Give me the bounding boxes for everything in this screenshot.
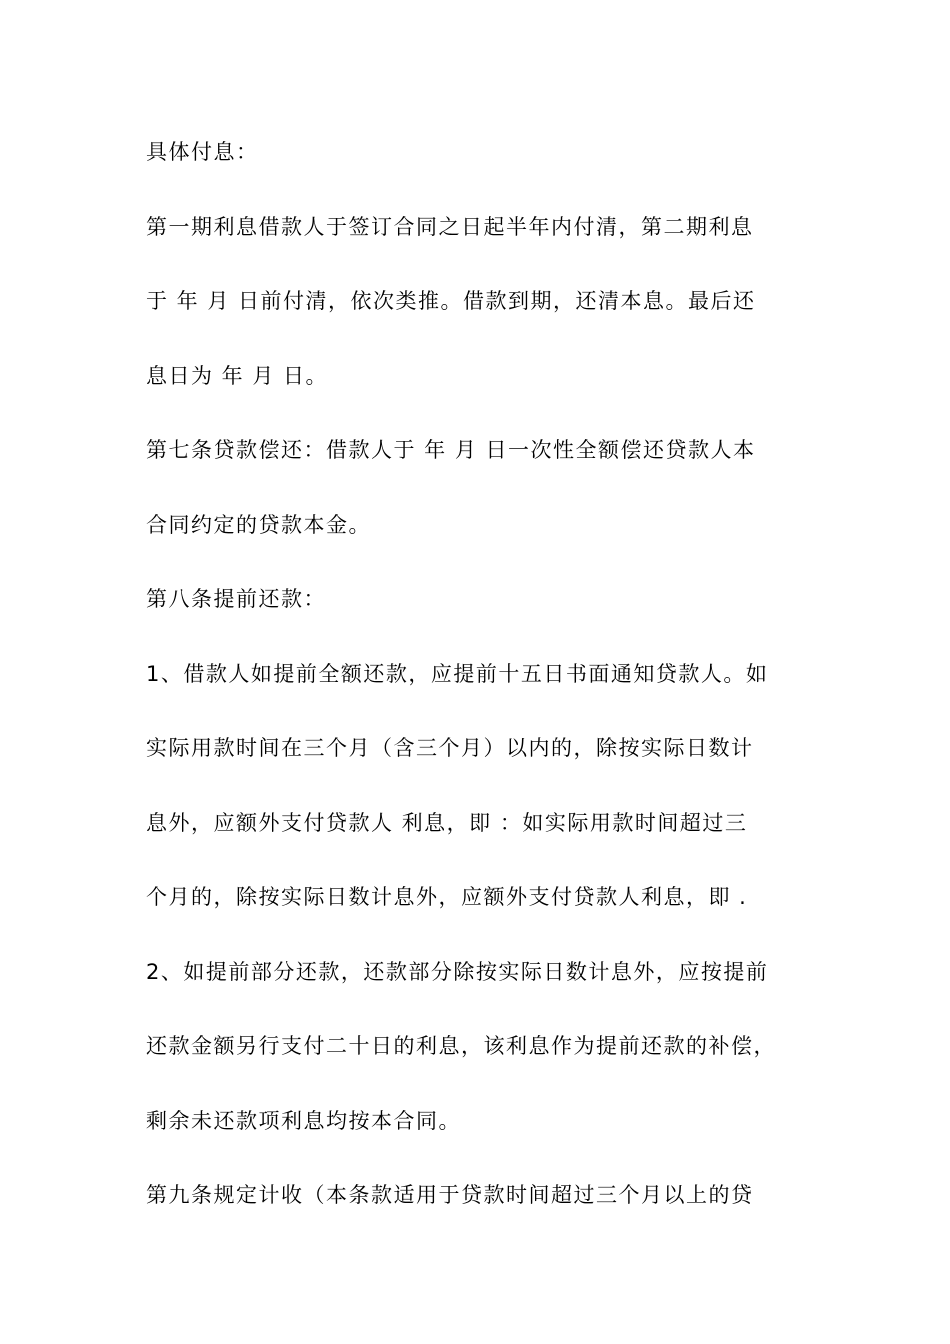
- text-line: 第七条贷款偿还：借款人于 年 月 日一次性全额偿还贷款人本: [146, 438, 756, 462]
- text-line: 剩余未还款项利息均按本合同。: [146, 1108, 461, 1133]
- text-line: 于 年 月 日前付清，依次类推。借款到期，还清本息。最后还: [146, 289, 756, 313]
- text-line: 还款金额另行支付二十日的利息，该利息作为提前还款的补偿，: [146, 1034, 776, 1058]
- text-line: 第九条规定计收（本条款适用于贷款时间超过三个月以上的贷: [146, 1183, 754, 1207]
- text-line: 第八条提前还款：: [146, 587, 326, 611]
- text-line: 合同约定的贷款本金。: [146, 512, 371, 537]
- text-line: 具体付息：: [146, 140, 259, 164]
- contract-text: [146, 130, 826, 1248]
- text-line: 2、如提前部分还款，还款部分除按实际日数计息外，应按提前: [146, 959, 769, 984]
- text-line: 个月的，除按实际日数计息外，应额外支付贷款人利息，即 .: [146, 885, 748, 909]
- text-line: 实际用款时间在三个月（含三个月）以内的，除按实际日数计: [146, 736, 754, 760]
- text-line: 息日为 年 月 日。: [146, 363, 329, 388]
- text-line: 息外，应额外支付贷款人 利息，即 ：如实际用款时间超过三: [146, 810, 748, 835]
- text-line: 第一期利息借款人于签订合同之日起半年内付清，第二期利息: [146, 214, 754, 239]
- text-line: 1、借款人如提前全额还款，应提前十五日书面通知贷款人。如: [146, 661, 769, 686]
